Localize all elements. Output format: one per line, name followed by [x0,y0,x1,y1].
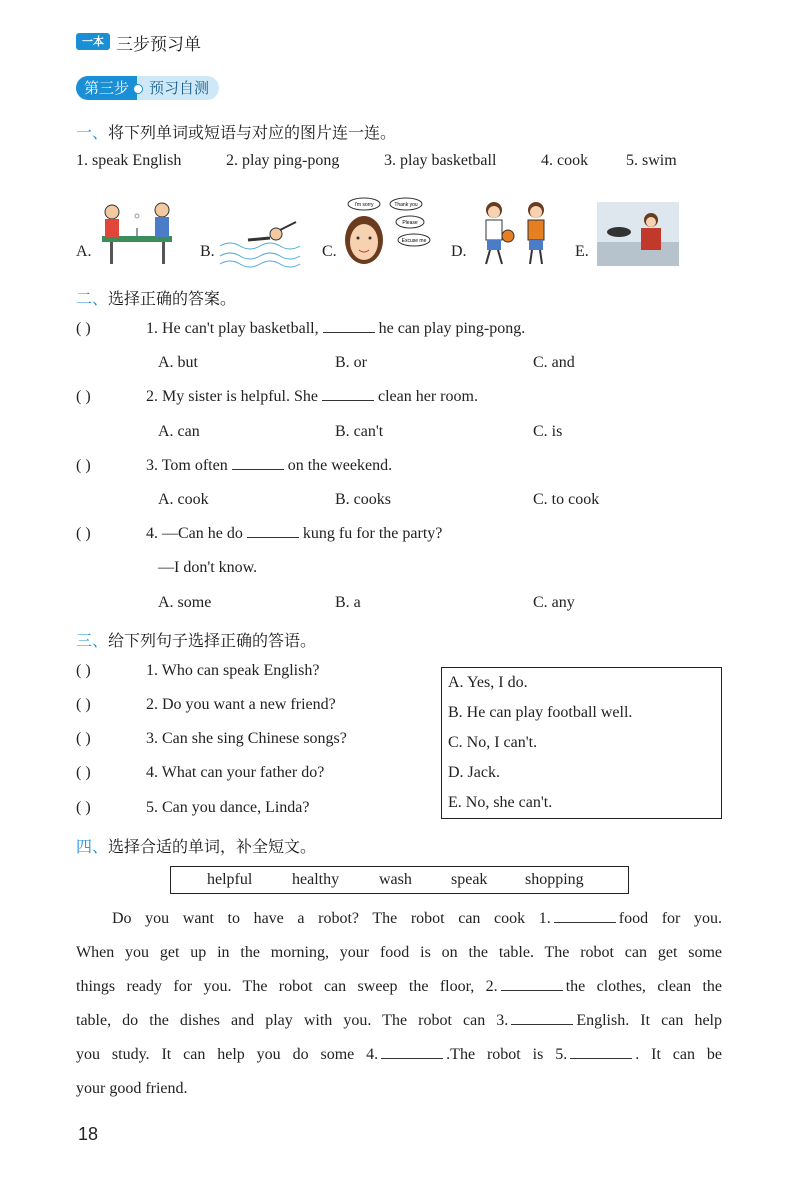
answer-blank[interactable] [232,457,284,470]
cloze-passage [76,902,722,1106]
section2-title [76,286,236,309]
passage-line-3 [76,970,722,1004]
match-item-5: 5. swim [626,152,677,169]
response-question-1 [76,662,319,680]
response-question-2-text: 2. Do you want a new friend? [146,696,336,713]
mc-question-2 [76,388,478,406]
mc-question-2-tail: clean her room. [378,388,478,405]
section3-number: 三、 [76,631,109,650]
answer-option-c: C. No, I can't. [448,734,538,751]
cloze-blank-4[interactable] [381,1044,443,1059]
picture-label-c: C. [322,243,337,260]
passage-text: When you get up in the morning, your food is on the table. The robot can get some [76,944,722,961]
word-bank-item: healthy [292,871,340,888]
passage-text: things ready for you. The robot can sweep the floor, 2. [76,978,498,995]
answer-paren[interactable]: ( ) [76,799,91,816]
answer-option-e: E. No, she can't. [448,794,553,811]
swimming-picture [218,212,308,268]
match-item-2: 2. play ping-pong [226,152,340,169]
word-bank-item: shopping [525,871,584,888]
mc-1-option-a: A. but [158,354,198,371]
answer-option-a: A. Yes, I do. [448,674,528,691]
step-badge [76,76,219,100]
answer-blank[interactable] [322,388,374,401]
mc-question-4-text: 4. —Can he do [146,525,243,542]
passage-text: .The robot is 5. [446,1046,568,1063]
passage-text: Do you want to have a robot? The robot can cook 1. [112,910,551,927]
mc-question-3-text: 3. Tom often [146,457,228,474]
answer-blank[interactable] [323,320,375,333]
mc-question-4-line2: —I don't know. [158,559,258,576]
book-logo: 一本 [76,33,110,50]
step-label: 第三步 [76,76,137,100]
section1-heading: 将下列单词或短语与对应的图片连一连。 [108,123,397,142]
cooking-picture [597,202,679,266]
section2-number: 二、 [76,289,109,308]
answer-paren[interactable]: ( ) [76,525,91,542]
speaking-girl-picture [342,196,442,270]
mc-4-option-c: C. any [533,594,575,611]
mc-3-option-c: C. to cook [533,491,600,508]
passage-line-1 [76,902,722,936]
passage-text: table, do the dishes and play with you. The robot can 3. [76,1012,509,1029]
mc-1-option-b: B. or [335,354,367,371]
answer-paren[interactable]: ( ) [76,457,91,474]
response-question-1-text: 1. Who can speak English? [146,662,320,679]
word-bank [170,866,629,894]
answer-option-b: B. He can play football well. [448,704,633,721]
bubble-im-sorry: I'm sorry [354,202,374,208]
picture-label-b: B. [200,243,215,260]
section4-number: 四、 [76,837,109,856]
passage-line-2 [76,936,722,970]
passage-text: . It can be [635,1046,723,1063]
passage-line-6 [76,1072,722,1106]
answer-paren[interactable]: ( ) [76,696,91,713]
match-item-1: 1. speak English [76,152,182,169]
bubble-please: Please [402,220,418,226]
passage-line-4 [76,1004,722,1038]
section4-heading: 选择合适的单词，补全短文。 [108,837,317,856]
section1-title [76,120,396,143]
word-bank-item: speak [451,871,488,888]
bubble-excuse-me: Excuse me [401,238,427,244]
answer-paren[interactable]: ( ) [76,730,91,747]
passage-line-5 [76,1038,722,1072]
mc-question-2-text: 2. My sister is helpful. She [146,388,318,405]
match-item-4: 4. cook [541,152,589,169]
mc-question-1 [76,320,525,338]
picture-label-a: A. [76,243,92,260]
mc-4-option-a: A. some [158,594,212,611]
step-name: 预习自测 [137,76,219,100]
answer-paren[interactable]: ( ) [76,320,91,337]
cloze-blank-1[interactable] [554,908,616,923]
mc-question-3 [76,457,392,475]
section4-title [76,834,316,857]
response-question-3-text: 3. Can she sing Chinese songs? [146,730,347,747]
picture-label-e: E. [575,243,589,260]
section3-heading: 给下列句子选择正确的答语。 [108,631,317,650]
match-item-3: 3. play basketball [384,152,497,169]
ping-pong-picture [92,198,182,268]
cloze-blank-3[interactable] [511,1010,573,1025]
section2-heading: 选择正确的答案。 [108,289,237,308]
mc-2-option-c: C. is [533,423,563,440]
word-bank-item: helpful [207,871,253,888]
passage-text: English. It can help [576,1012,723,1029]
response-question-4 [76,764,324,782]
mc-3-option-b: B. cooks [335,491,391,508]
answer-options-box [441,667,722,819]
response-question-4-text: 4. What can your father do? [146,764,325,781]
mc-1-option-c: C. and [533,354,575,371]
passage-text: you study. It can help you do some 4. [76,1046,379,1063]
mc-2-option-b: B. can't [335,423,384,440]
response-question-5 [76,799,310,817]
header-title: 三步预习单 [116,35,201,55]
answer-blank[interactable] [247,525,299,538]
mc-question-4-tail: kung fu for the party? [302,525,443,542]
answer-paren[interactable]: ( ) [76,388,91,405]
section3-title [76,628,316,651]
mc-question-3-tail: on the weekend. [287,457,393,474]
mc-3-option-a: A. cook [158,491,209,508]
cloze-blank-5[interactable] [570,1044,632,1059]
mc-2-option-a: A. can [158,423,200,440]
mc-question-1-text: 1. He can't play basketball, [146,320,319,337]
answer-paren[interactable]: ( ) [76,662,91,679]
answer-option-d: D. Jack. [448,764,500,781]
word-bank-item: wash [379,871,412,888]
bubble-thank-you: Thank you [394,202,418,208]
basketball-picture [470,198,560,266]
mc-question-1-tail: he can play ping-pong. [378,320,526,337]
page-number: 18 [78,1124,99,1144]
answer-paren[interactable]: ( ) [76,764,91,781]
picture-label-d: D. [451,243,467,260]
cloze-blank-2[interactable] [501,976,563,991]
mc-question-4 [76,525,442,543]
section1-number: 一、 [76,123,109,142]
passage-text: food for you. [618,910,723,927]
response-question-3 [76,730,347,748]
response-question-5-text: 5. Can you dance, Linda? [146,799,310,816]
mc-4-option-b: B. a [335,594,361,611]
response-question-2 [76,696,336,714]
passage-text: your good friend. [76,1080,188,1097]
passage-text: the clothes, clean the [565,978,722,995]
